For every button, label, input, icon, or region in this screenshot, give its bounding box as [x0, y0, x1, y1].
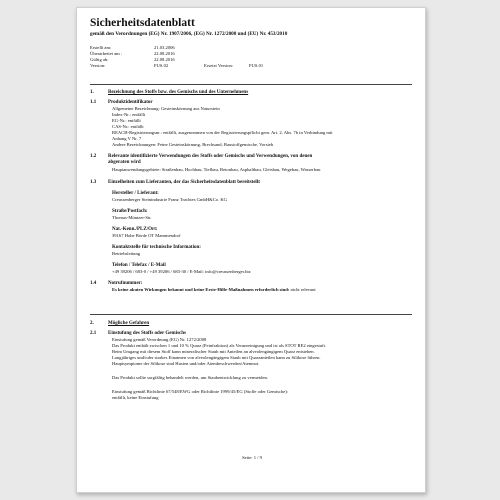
section-1-2-title: Relevante identifizierte Verwendungen des Stoffs oder Gemischs und Verwendungen, von denen	[108, 154, 313, 159]
meta-value-valid: 22.08.2016	[154, 57, 175, 62]
meta-value-replaces: FUS.01	[249, 63, 264, 68]
emergency-text-main: Es keine akuten Wirkungen bekannt und keine Erste-Hilfe-Maßnahmen erforderlich sind:	[112, 287, 290, 292]
contact-value: Betriebsleitung	[112, 251, 141, 256]
meta-label-created: Erstellt am:	[90, 45, 112, 50]
section-1-1-title: Produktidentifikator	[108, 100, 153, 105]
section-2-title: Mögliche Gefahren	[108, 321, 150, 326]
meta-label-version: Version:	[90, 63, 106, 68]
city-value: 39167 Hohe Börde OT Mammendorf	[112, 233, 181, 238]
street-value: Thomas-Müntzer-Str.	[112, 215, 152, 220]
text-line: Einstufung gemäß Verordnung (EG) Nr. 1272/2008	[112, 337, 207, 342]
contact-heading: Kontaktstelle für technische Information:	[112, 245, 201, 250]
meta-value-revised: 22.08.2016	[154, 51, 175, 56]
meta-value-version: FUS.02	[154, 63, 169, 68]
city-heading: Nat.-Kenn./PLZ/Ort:	[112, 227, 158, 232]
meta-value-created: 21.03.2006	[154, 45, 175, 50]
section-1-4-number: 1.4	[90, 281, 97, 286]
text-line: Beim Umgang mit diesem Stoff kann mineralischer Staub mit Anteilen an alveolengängigem Quarz entstehen.	[112, 349, 315, 354]
emergency-text-tail: nicht relevant	[290, 287, 316, 292]
emergency-text	[112, 288, 316, 293]
text-line: Das Produkt enthält zwischen 1 und 10 % Quarz (Feinfraktion) als Verunreinigung und ist als STOT RE2 eingestuft.	[112, 343, 327, 348]
text-line: Einstufung gemäß Richtlinie 67/548/EWG oder Richtlinie 1999/45/EG (Stoffe oder Gemische):	[112, 389, 289, 394]
text-line: entfällt, keine Einstufung	[112, 395, 159, 400]
text-line: Anhang V Nr. 7	[112, 136, 142, 141]
section-divider	[90, 84, 412, 85]
section-2-number: 2.	[90, 321, 94, 326]
text-line: Langjähriges und/oder starkes Einatmen von alveolengängigem Staub mit Quarzanteilen kann zu Silikose führen.	[112, 355, 321, 360]
section-1-number: 1.	[90, 90, 94, 95]
section-1-1-number: 1.1	[90, 100, 97, 105]
street-heading: Straße/Postfach:	[112, 209, 148, 214]
text-line: CAS-Nr.: entfällt	[112, 124, 144, 129]
phone-heading: Telefon / Telefax / E-Mail	[112, 263, 166, 268]
document-page	[76, 7, 426, 493]
text-line: Hauptsymptome der Silikose sind Husten und/oder Atembeschwerden/Atemnot.	[112, 361, 260, 366]
section-1-title: Bezeichnung des Stoffs bzw. des Gemischs und des Unternehmens	[108, 90, 249, 95]
text-line: Hauptanwendungsgebiete: Straßenbau, Hochbau, Tiefbau, Betonbau, Asphaltbau, Gleisbau, Wegebau, Wasserbau	[112, 167, 321, 172]
phone-value: +49 39206 / 683-0 / +49 39206 / 683-30 / E-Mail: info@creussenberger.biz	[112, 269, 251, 274]
meta-label-replaces: Ersetzt Version:	[204, 63, 234, 68]
section-1-2-number: 1.2	[90, 154, 97, 159]
page-title: Sicherheitsdatenblatt	[90, 17, 195, 29]
text-line: Index-Nr.: entfällt	[112, 112, 146, 117]
section-1-2-title-cont: abgeraten wird	[108, 160, 141, 165]
meta-label-revised: Überarbeitet am :	[90, 51, 123, 56]
section-1-3-number: 1.3	[90, 180, 97, 185]
section-2-1-number: 2.1	[90, 331, 97, 336]
manufacturer-name: Creussenberger Steinindustrie Franz Trachtes GmbH&Co. KG	[112, 197, 228, 202]
text-line: Das Produkt sollte sorgfältig behandelt werden, um Staubentwicklung zu vermeiden.	[112, 375, 268, 380]
text-line: Andere Bezeichnungen: Feine Gesteinskörnung, Brechsand, Baustoffgemische, Vorsieb	[112, 142, 274, 147]
page-subtitle: gemäß den Verordnungen (EG) Nr. 1907/2006, (EG) Nr. 1272/2008 und (EU) Nr. 453/2010	[90, 31, 288, 37]
section-1-3-title: Einzelheiten zum Lieferanten, der das Sicherheitsdatenblatt bereitstellt	[108, 180, 260, 185]
section-2-1-title: Einstufung des Stoffs oder Gemischs	[108, 331, 186, 336]
text-line: REACH-Registrierungsnr.: entfällt, ausgenommen von der Registrierungspflicht gem. Art. 2, Abs. 7b in Verbindung mit	[112, 130, 333, 135]
page-number: Seite: 1 / 9	[242, 455, 262, 460]
manufacturer-heading: Hersteller / Lieferant:	[112, 191, 159, 196]
text-line: Allgemeine Bezeichnung: Gesteinskörnung aus Naturstein	[112, 106, 220, 111]
meta-label-valid: Gültig ab:	[90, 57, 109, 62]
section-1-4-title: Notrufnummer:	[108, 281, 143, 286]
section-divider	[90, 314, 412, 315]
text-line: EG-Nr.: entfällt	[112, 118, 141, 123]
